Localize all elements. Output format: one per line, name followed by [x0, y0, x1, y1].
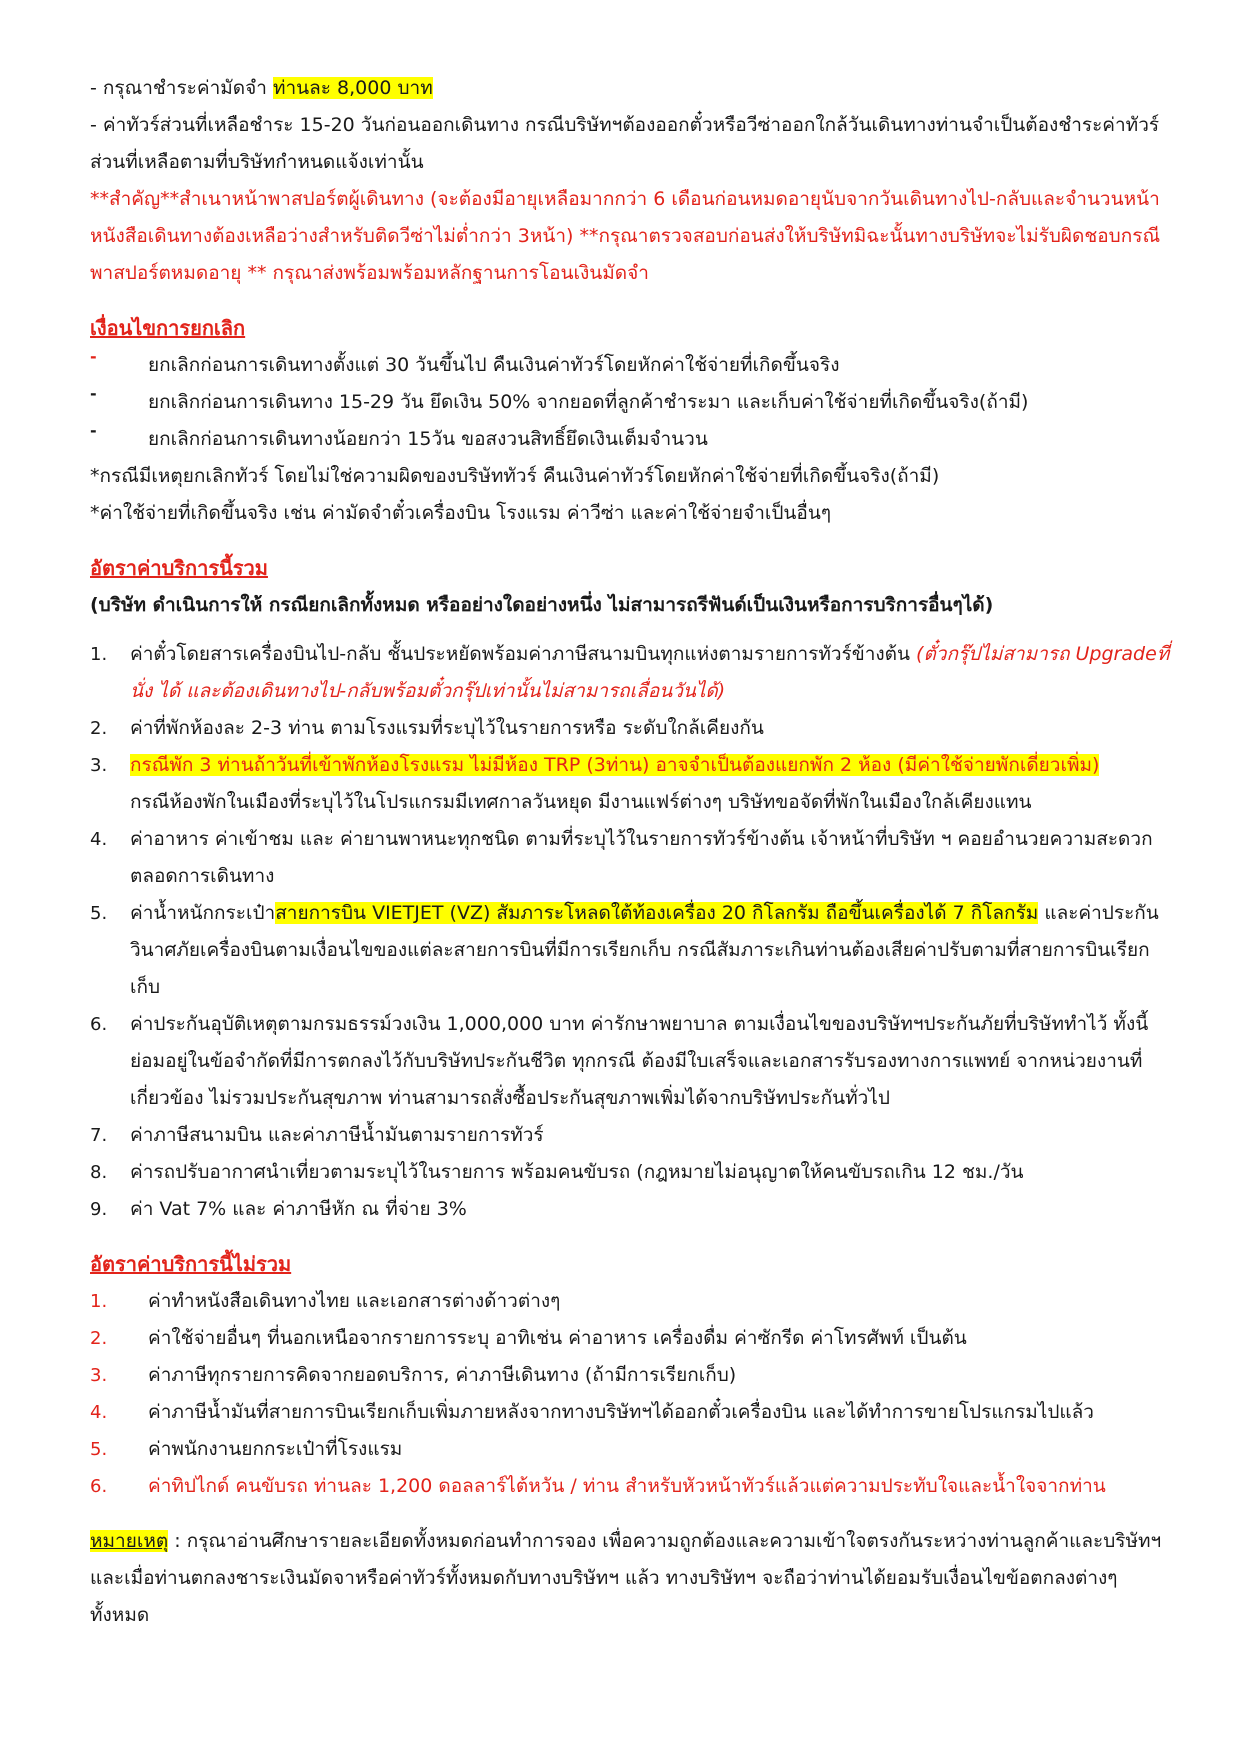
balance-payment-text: - ค่าทัวร์ส่วนที่เหลือชำระ 15-20 วันก่อนออกเดินทาง กรณีบริษัทฯต้องออกตั๋วหรือวีซ่าออกใกล้วันเดินทางท่านจำเป็นต้องชำระค่าทัวร์ส่วนที่เหลือตามที่บริษัทกำหนดแจ้งเท่านั้น	[90, 114, 1160, 173]
included-item: 9. ค่า Vat 7% และ ค่าภาษีหัก ณ ที่จ่าย 3%	[90, 1198, 467, 1220]
included-subheading: (บริษัท ดำเนินการให้ กรณียกเลิกทั้งหมด หรืออย่างใดอย่างหนึ่ง ไม่สามารถรีฟันด์เป็นเงินหรือการบริการอื่นๆได้)	[90, 594, 994, 616]
cancellation-note: *ค่าใช้จ่ายที่เกิดขึ้นจริง เช่น ค่ามัดจำตั๋วเครื่องบิน โรงแรม ค่าวีซ่า และค่าใช้จ่ายจำเป็นอื่นๆ	[90, 502, 832, 524]
included-item: 4. ค่าอาหาร ค่าเข้าชม และ ค่ายานพาหนะทุกชนิด ตามที่ระบุไว้ในรายการทัวร์ข้างต้น เจ้าหน้าที่บริษัท ฯ คอยอำนวยความสะดวกตลอดการเดินทาง	[90, 828, 1153, 887]
included-item: 2. ค่าที่พักห้องละ 2-3 ท่าน ตามโรงแรมที่ระบุไว้ในรายการหรือ ระดับใกล้เคียงกัน	[90, 717, 764, 739]
excluded-item: 6. ค่าทิปไกด์ คนขับรถ ท่านละ 1,200 ดอลลาร์ไต้หวัน / ท่าน สำหรับหัวหน้าทัวร์แล้วแต่ความประทับใจและน้ำใจจากท่าน	[90, 1475, 1106, 1497]
included-item: 8. ค่ารถปรับอากาศนำเที่ยวตามระบุไว้ในรายการ พร้อมคนขับรถ (กฎหมายไม่อนุญาตให้คนขับรถเกิน 12 ชม./วัน	[90, 1161, 1024, 1183]
excluded-item: 1. ค่าทำหนังสือเดินทางไทย และเอกสารต่างด้าวต่างๆ	[90, 1290, 561, 1312]
triple-room-highlight: กรณีพัก 3 ท่านถ้าวันที่เข้าพักห้องโรงแรม ไม่มีห้อง TRP (3ท่าน) อาจจำเป็นต้องแยกพัก 2 ห้อง (มีค่าใช้จ่ายพักเดี่ยวเพิ่ม)	[130, 754, 1100, 776]
excluded-item: 4. ค่าภาษีน้ำมันที่สายการบินเรียกเก็บเพิ่มภายหลังจากทางบริษัทฯได้ออกตั๋วเครื่องบิน และได้ทำการขายโปรแกรมไปแล้ว	[90, 1401, 1094, 1423]
included-item: 5. ค่าน้ำหนักกระเป๋าสายการบิน VIETJET (VZ) สัมภาระโหลดใต้ท้องเครื่อง 20 กิโลกรัม ถือขึ้นเครื่องได้ 7 กิโลกรัม และค่าประกันวินาศภัยเครื่องบินตามเงื่อนไขของแต่ละสายการบินที่มีการเรียกเก็บ กรณีสัมภาระเกินท่านต้องเสียค่าปรับตามที่สายการบินเรียกเก็บ	[90, 902, 1159, 998]
passport-important-note: **สำคัญ**สำเนาหน้าพาสปอร์ตผู้เดินทาง (จะต้องมีอายุเหลือมากกว่า 6 เดือนก่อนหมดอายุนับจากวันเดินทางไป-กลับและจำนวนหน้าหนังสือเดินทางต้องเหลือว่างสำหรับติดวีซ่าไม่ต่ำกว่า 3หน้า) **กรุณาตรวจสอบก่อนส่งให้บริษัทมิฉะนั้นทางบริษัทจะไม่รับผิดชอบกรณีพาสปอร์ตหมดอายุ ** กรุณาส่งพร้อมพร้อมหลักฐานการโอนเงินมัดจำ	[90, 188, 1161, 284]
cancellation-heading: เงื่อนไขการยกเลิก	[90, 316, 246, 340]
excluded-item: 5. ค่าพนักงานยกกระเป๋าที่โรงแรม	[90, 1438, 403, 1460]
cancellation-note: *กรณีมีเหตุยกเลิกทัวร์ โดยไม่ใช่ความผิดของบริษัททัวร์ คืนเงินค่าทัวร์โดยหักค่าใช้จ่ายที่เกิดขึ้นจริง(ถ้ามี)	[90, 465, 940, 487]
excluded-heading: อัตราค่าบริการนี้ไม่รวม	[90, 1252, 292, 1276]
included-heading: อัตราค่าบริการนี้รวม	[90, 556, 268, 580]
included-item: 6. ค่าประกันอุบัติเหตุตามกรมธรรม์วงเงิน 1,000,000 บาท ค่ารักษาพยาบาล ตามเงื่อนไขของบริษัทฯประกันภัยที่บริษัททำไว้ ทั้งนี้ย่อมอยู่ในข้อจำกัดที่มีการตกลงไว้กับบริษัทประกันชีวิต ทุกกรณี ต้องมีใบเสร็จและเอกสารรับรองทางการแพทย์ จากหน่วยงานที่เกี่ยวข้อง ไม่รวมประกันสุขภาพ ท่านสามารถสั่งซื้อประกันสุขภาพเพิ่มได้จากบริษัทประกันทั่วไป	[90, 1013, 1149, 1109]
cancellation-item: - ยกเลิกก่อนการเดินทาง 15-29 วัน ยึดเงิน 50% จากยอดที่ลูกค้าชำระมา และเก็บค่าใช้จ่ายที่เกิดขึ้นจริง(ถ้ามี)	[90, 384, 1029, 413]
excluded-item: 2. ค่าใช้จ่ายอื่นๆ ที่นอกเหนือจากรายการระบุ อาทิเช่น ค่าอาหาร เครื่องดื่ม ค่าซักรีด ค่าโทรศัพท์ เป็นต้น	[90, 1327, 967, 1349]
deposit-line: - กรุณาชำระค่ามัดจำ ท่านละ 8,000 บาท	[90, 77, 433, 99]
deposit-amount-highlight: ท่านละ 8,000 บาท	[272, 77, 433, 99]
remark-label: หมายเหตุ	[90, 1530, 169, 1552]
included-item: 1. ค่าตั๋วโดยสารเครื่องบินไป-กลับ ชั้นประหยัดพร้อมค่าภาษีสนามบินทุกแห่งตามรายการทัวร์ข้างต้น (ตั๋วกรุ๊ปไม่สามารถ Upgradeที่นั่ง ได้ และต้องเดินทางไป-กลับพร้อมตั๋วกรุ๊ปเท่านั้นไม่สามารถเลื่อนวันได้)	[90, 643, 1170, 702]
included-item: 7. ค่าภาษีสนามบิน และค่าภาษีน้ำมันตามรายการทัวร์	[90, 1124, 544, 1146]
cancellation-item: - ยกเลิกก่อนการเดินทางตั้งแต่ 30 วันขึ้นไป คืนเงินค่าทัวร์โดยหักค่าใช้จ่ายที่เกิดขึ้นจริง	[90, 347, 840, 376]
cancellation-item: - ยกเลิกก่อนการเดินทางน้อยกว่า 15วัน ขอสงวนสิทธิ์ยึดเงินเต็มจำนวน	[90, 421, 708, 450]
remark-paragraph: หมายเหตุ : กรุณาอ่านศึกษารายละเอียดทั้งหมดก่อนทำการจอง เพื่อความถูกต้องและความเข้าใจตรงกันระหว่างท่านลูกค้าและบริษัทฯ และเมื่อท่านตกลงชาระเงินมัดจาหรือค่าทัวร์ทั้งหมดกับทางบริษัทฯ แล้ว ทางบริษัทฯ จะถือว่าท่านได้ยอมรับเงื่อนไขข้อตกลงต่างๆ ทั้งหมด	[90, 1530, 1162, 1626]
excluded-item: 3. ค่าภาษีทุกรายการคิดจากยอดบริการ, ค่าภาษีเดินทาง (ถ้ามีการเรียกเก็บ)	[90, 1364, 737, 1386]
included-item: 3. กรณีพัก 3 ท่านถ้าวันที่เข้าพักห้องโรงแรม ไม่มีห้อง TRP (3ท่าน) อาจจำเป็นต้องแยกพัก 2 ห้อง (มีค่าใช้จ่ายพักเดี่ยวเพิ่ม) กรณีห้องพักในเมืองที่ระบุไว้ในโปรแกรมมีเทศกาลวันหยุด มีงานแฟร์ต่างๆ บริษัทขอจัดที่พักในเมืองใกล้เคียงแทน	[90, 754, 1100, 813]
baggage-highlight: สายการบิน VIETJET (VZ) สัมภาระโหลดใต้ท้องเครื่อง 20 กิโลกรัม ถือขึ้นเครื่องได้ 7 กิโลกรัม	[275, 902, 1039, 924]
